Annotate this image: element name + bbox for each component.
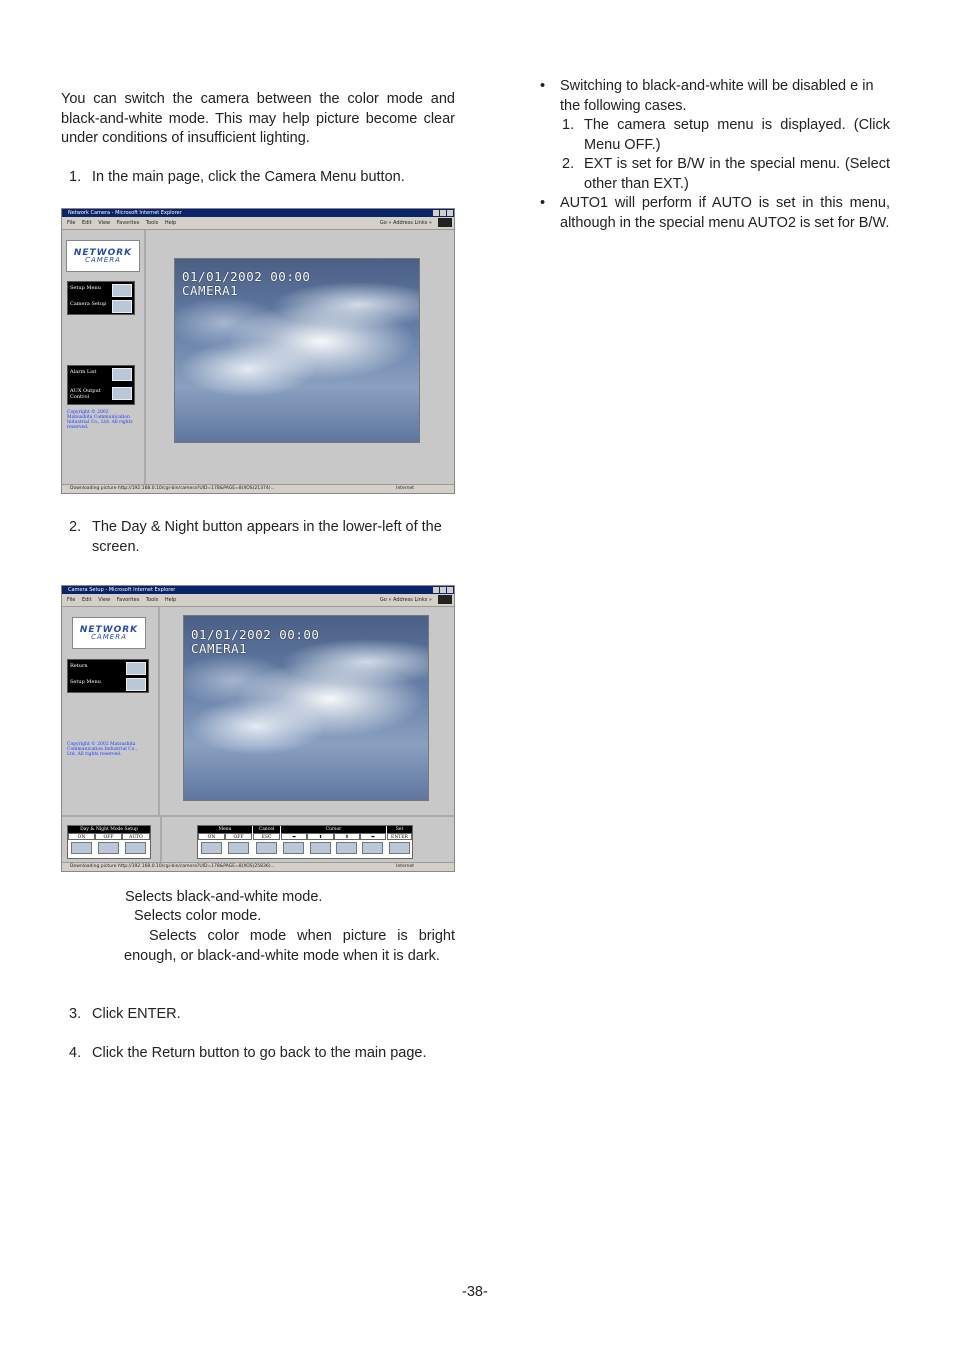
menu-on-button[interactable] [201,842,222,854]
note-2-text: AUTO1 will perform if AUTO is set in this menu, although in the special menu AUTO2 is set for B/W. [560,195,890,231]
alarm-list-button[interactable] [68,366,134,384]
daynight-title: Day & Night Mode Setup [68,826,150,833]
overlay-date: 01/01/2002 00:00 [191,627,320,642]
camera-image [174,258,420,443]
logo-subtext: CAMERA [91,633,127,641]
bullet-marker: • [540,195,546,211]
auto-mode-description: Selects color mode when picture is bright enough, or black-and-white mode when it is dark. [124,928,455,964]
step-number: 1. [69,169,82,185]
cancel-header: Cancel [253,826,280,833]
window-controls [433,210,453,216]
browser-menubar [62,217,454,230]
button-label: Setup Menu [70,285,101,291]
step-text: In the main page, click the Camera Menu button. [92,169,405,185]
enter-button[interactable] [389,842,410,854]
return-button-group [67,659,149,693]
step-text: Click ENTER. [92,1006,181,1022]
screenshot-main-page [61,208,455,494]
sub-number: 2. [562,156,575,172]
copyright-text: Copyright © 2002 Matsushita Communication Industrial Co., Ltd. All rights reserved. [67,742,138,757]
setup-menu-button[interactable] [68,282,134,297]
screenshot-camera-setup [61,585,455,872]
status-text: Downloading picture http://192.168.0.10/cgi-bin/camera?UID=178&PAGE=8(XOS)25836)... [70,864,275,869]
ie-logo-icon [438,595,452,604]
enter-label: ENTER [387,833,412,840]
address-bar: Go » Address Links » [379,597,432,603]
window-title: Camera Setup - Microsoft Internet Explorer [62,586,454,594]
menu-edit: Edit [81,220,92,226]
intro-paragraph: You can switch the camera between the color mode and black-and-white mode. This may help picture become clear under conditions of insufficient lighting. [61,91,455,147]
window-title: Network Camera - Microsoft Internet Explorer [62,209,454,217]
cursor-header: Cursor [281,826,386,833]
page-number: -38- [462,1284,488,1300]
window-controls [433,587,453,593]
menu-favorites: Favorites [116,220,140,226]
note-1-sub-2: EXT is set for B/W in the special menu. (Select other than EXT.) [584,156,890,192]
step-number: 4. [69,1045,82,1061]
esc-button[interactable] [256,842,277,854]
camera-setup-button[interactable] [68,298,134,313]
set-header: Set [387,826,412,833]
menu-help: Help [164,220,177,226]
menu-tools: Tools [145,597,159,603]
step-number: 2. [69,519,82,535]
setup-button-group [67,281,135,315]
ie-logo-icon [438,218,452,227]
button-label: Setup Menu [70,679,101,685]
status-zone: Internet [396,486,414,491]
left-pane [62,607,160,815]
option-label-off: OFF [95,833,122,840]
button-label: Return [70,663,88,669]
setup-menu-button[interactable] [68,676,148,691]
daynight-auto-button[interactable] [125,842,146,854]
off-mode-description: Selects color mode. [134,908,262,924]
daynight-on-button[interactable] [71,842,92,854]
overlay-camera-title: CAMERA1 [191,641,248,656]
note-1-sub-1: The camera setup menu is displayed. (Click Menu OFF.) [584,117,890,153]
logo-text: NETWORK [79,625,139,635]
daynight-control-panel [67,825,151,859]
step-text: Click the Return button to go back to the main page. [92,1045,427,1061]
menu-favorites: Favorites [116,597,140,603]
on-mode-description: Selects black-and-white mode. [125,889,323,905]
up-arrow-icon: ⬆ [307,833,334,840]
cursor-left-button[interactable] [283,842,304,854]
button-label: Alarm List [70,369,97,375]
logo-text: NETWORK [73,248,133,258]
menu-file: File [67,220,76,226]
note-1-text: Switching to black-and-white will be disabled e in the following cases. [560,78,874,114]
status-bar [62,484,454,493]
menu-edit: Edit [81,597,92,603]
logo-subtext: CAMERA [85,256,121,264]
down-arrow-icon: ⬇ [334,833,360,840]
sub-number: 1. [562,117,575,133]
menu-on-label: ON [198,833,225,840]
aux-output-button[interactable] [68,385,134,403]
status-zone: Internet [396,864,414,869]
cursor-right-button[interactable] [362,842,383,854]
camera-menu-panel [197,825,413,859]
status-bar [62,862,454,871]
menu-header: Menu [198,826,252,833]
address-bar: Go » Address Links » [379,220,432,226]
esc-label: ESC [253,833,280,840]
overlay-date: 01/01/2002 00:00 [182,269,311,284]
camera-image [183,615,429,801]
cursor-down-button[interactable] [336,842,357,854]
menu-off-label: OFF [225,833,252,840]
option-label-auto: AUTO [122,833,150,840]
bullet-marker: • [540,78,546,94]
menu-help: Help [164,597,177,603]
alarm-button-group [67,365,135,405]
menu-control-frame [162,815,454,865]
daynight-frame [62,815,162,865]
status-text: Downloading picture http://192.168.0.10/cgi-bin/camera?UID=178&PAGE=8(XOS)21374)... [70,486,275,491]
menu-view: View [98,597,111,603]
return-button[interactable] [68,660,148,675]
daynight-off-button[interactable] [98,842,119,854]
step-number: 3. [69,1006,82,1022]
left-pane [62,230,146,484]
menu-file: File [67,597,76,603]
menu-off-button[interactable] [228,842,249,854]
browser-menubar [62,594,454,607]
menu-tools: Tools [145,220,159,226]
overlay-camera-title: CAMERA1 [182,283,239,298]
step-text: The Day & Night button appears in the lower-left of the screen. [92,519,442,555]
network-camera-logo [66,240,140,272]
button-label: AUX Output Control [70,388,101,400]
left-arrow-icon: ⬅ [281,833,307,840]
button-label: Camera Setup [70,301,107,307]
network-camera-logo [72,617,146,649]
menu-view: View [98,220,111,226]
cursor-up-button[interactable] [310,842,331,854]
option-label-on: ON [68,833,95,840]
copyright-text: Copyright © 2002 Matsushita Communication Industrial Co., Ltd. All rights reserved. [67,410,133,430]
right-arrow-icon: ➡ [360,833,386,840]
